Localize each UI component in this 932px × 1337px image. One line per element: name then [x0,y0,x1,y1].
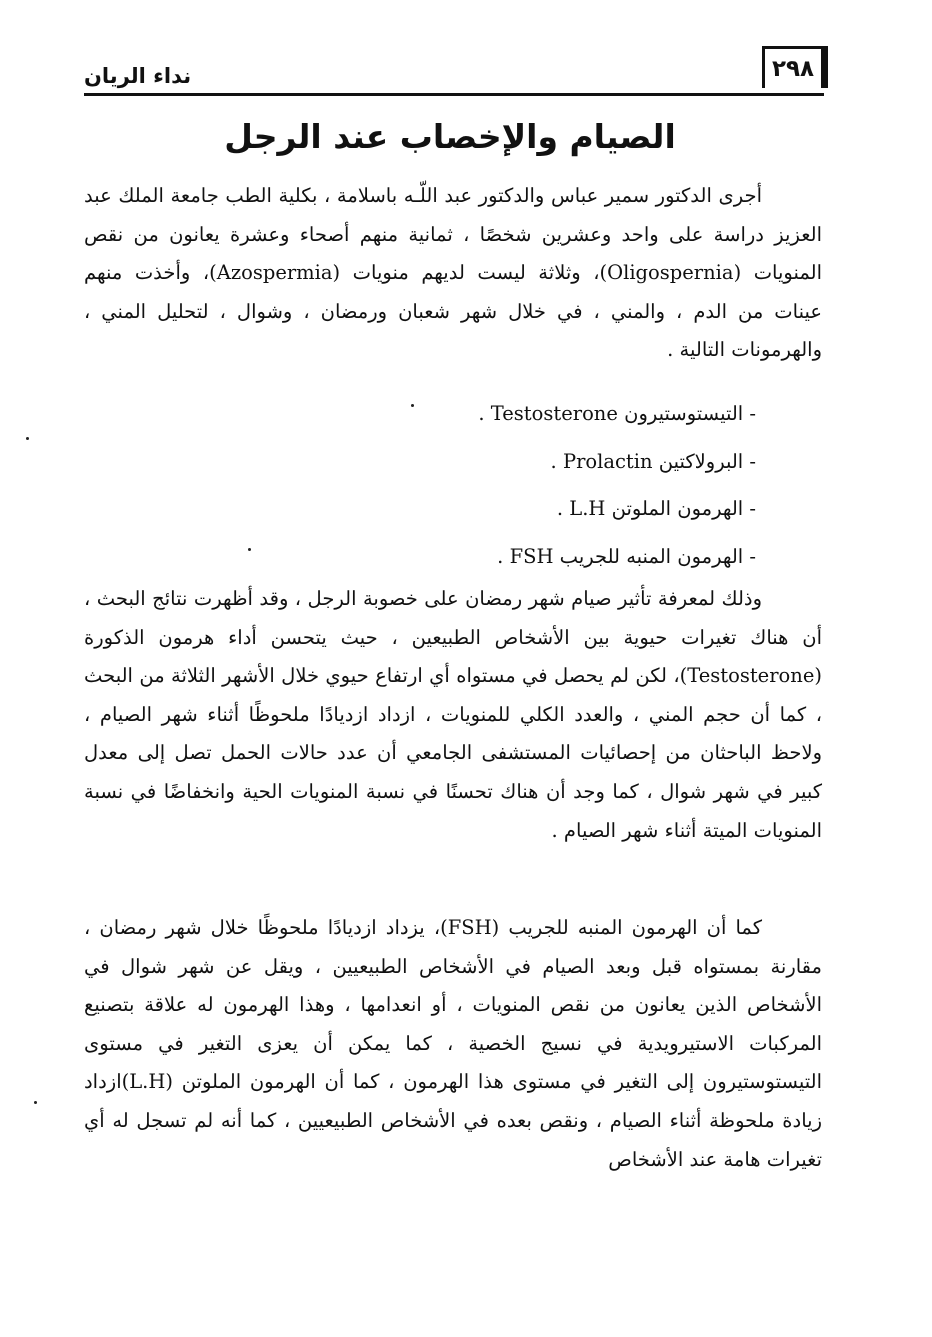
intro-paragraph: أجرى الدكتور سمير عباس والدكتور عبد اللّـه باسلامة ، بكلية الطب جامعة الملك عبد العزيز دراسة على واحد وعشرين شخصًا ، ثمانية منهم أصحاء وعشرة يعانون من نقص المنويات (Oligospernia)، وثلاثة ليست لديهم منويات (Azospermia)، وأخذت منهم عينات من الدم ، والمني ، في خلال شهر شعبان ورمضان ، وشوال ، لتحليل المني ، والهرمونات التالية . [84,184,823,362]
list-item: - الهرمون الملوتن L.H . [556,497,756,520]
scan-speck [411,404,414,407]
results-paragraph: وذلك لمعرفة تأثير صيام شهر رمضان على خصوبة الرجل ، وقد أظهرت نتائج البحث ، أن هناك تغيرات حيوية بين الأشخاص الطبيعين ، حيث يتحسن أداء هرمون الذكورة (Testosterone)، لكن لم يحصل في مستواه أي ارتفاع حيوي خلال الأشهر الثلاثة من البحث ، كما أن حجم المني ، والعدد الكلي للمنويات ، ازداد ازديادًا ملحوظًا أثناء شهر الصيام ، ولاحظ الباحثان من إحصائيات المستشفى الجامعي أن عدد حالات الحمل تصل إلى معدل كبير في شهر شوال ، كما وجد أن هناك تحسنًا في نسبة المنويات الحية وانخفاضًا في نسبة المنويات الميتة أثناء شهر الصيام . [84,587,822,842]
list-item: - البرولاكتين Prolactin . [550,449,756,473]
list-item: - التيستوستيرون Testosterone . [478,402,756,425]
scan-speck [26,437,29,440]
running-header [84,38,824,96]
fsh-paragraph: كما أن الهرمون المنبه للجريب (FSH)، يزداد ازديادًا ملحوظًا خلال شهر رمضان ، مقارنة بمستواه قبل وبعد الصيام في الأشخاص الطبيعيين ، ويقل عن شهر شوال في الأشخاص الذين يعانون من نقص المنويات ، أو انعدامها ، وهذا الهرمون له علاقة بتصنيع المركبات الاستيرويدية في نسيج الخصية ، كما يمكن أن يعزى التغير في مستوى التيستوستيرون إلى التغير في مستوى هذا الهرمون ، كما أن الهرمون الملوتن (L.H)ازداد زيادة ملحوظة أثناء الصيام ، ونقص بعده في الأشخاص الطبيعيين ، كما أنه لم تسجل له أي تغيرات هامة عند الأشخاص [84,916,822,1171]
book-title: نداء الريان [84,64,192,88]
hormone-list [256,390,756,580]
chapter-title: الصيام والإخصاب عند الرجل [224,117,676,156]
scan-speck [34,1101,37,1104]
scan-speck [248,548,251,551]
header-rule [84,93,824,96]
page-number: ٢٩٨ [762,46,824,88]
list-item: - الهرمون المنبه للجريب FSH . [497,544,756,568]
